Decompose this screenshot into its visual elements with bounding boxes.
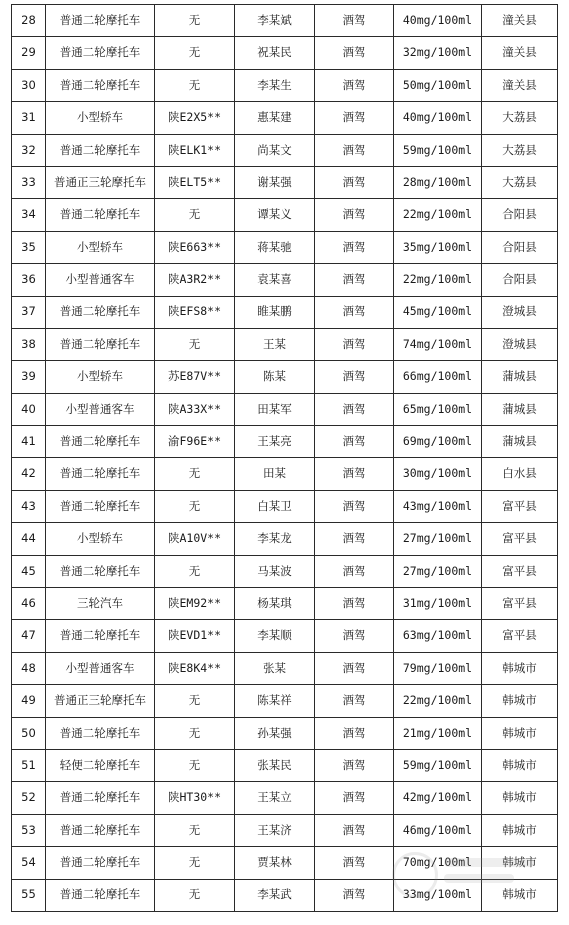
driver-name-cell: 陈某祥 (235, 685, 315, 717)
alcohol-level-cell: 21mg/100ml (394, 717, 482, 749)
county-cell: 合阳县 (482, 264, 558, 296)
offense-cell: 酒驾 (315, 588, 394, 620)
row-number: 48 (12, 652, 46, 684)
alcohol-level-cell: 66mg/100ml (394, 361, 482, 393)
alcohol-level-cell: 32mg/100ml (394, 37, 482, 69)
plate-number-cell: 无 (155, 5, 235, 37)
driver-name-cell: 袁某喜 (235, 264, 315, 296)
table-row (12, 166, 558, 198)
county-cell: 合阳县 (482, 231, 558, 263)
row-number: 30 (12, 69, 46, 101)
driver-name-cell: 王某济 (235, 814, 315, 846)
plate-number-cell: 渝F96E** (155, 426, 235, 458)
driver-name-cell: 祝某民 (235, 37, 315, 69)
row-number: 55 (12, 879, 46, 911)
driver-name-cell: 李某龙 (235, 523, 315, 555)
offense-cell: 酒驾 (315, 166, 394, 198)
row-number: 35 (12, 231, 46, 263)
plate-number-cell: 陕A10V** (155, 523, 235, 555)
county-cell: 蒲城县 (482, 361, 558, 393)
alcohol-level-cell: 74mg/100ml (394, 328, 482, 360)
driver-name-cell: 王某立 (235, 782, 315, 814)
table-row (12, 458, 558, 490)
offense-cell: 酒驾 (315, 5, 394, 37)
offense-cell: 酒驾 (315, 426, 394, 458)
vehicle-type-cell: 小型普通客车 (46, 652, 155, 684)
driver-name-cell: 张某 (235, 652, 315, 684)
driver-name-cell: 贾某林 (235, 847, 315, 879)
vehicle-type-cell: 轻便二轮摩托车 (46, 749, 155, 781)
table-row (12, 652, 558, 684)
vehicle-type-cell: 普通二轮摩托车 (46, 814, 155, 846)
vehicle-type-cell: 普通二轮摩托车 (46, 5, 155, 37)
driver-name-cell: 陈某 (235, 361, 315, 393)
alcohol-level-cell: 59mg/100ml (394, 134, 482, 166)
county-cell: 韩城市 (482, 652, 558, 684)
table-row (12, 749, 558, 781)
plate-number-cell: 无 (155, 847, 235, 879)
alcohol-level-cell: 33mg/100ml (394, 879, 482, 911)
driver-name-cell: 孙某强 (235, 717, 315, 749)
table-row (12, 393, 558, 425)
alcohol-level-cell: 40mg/100ml (394, 5, 482, 37)
vehicle-type-cell: 普通二轮摩托车 (46, 782, 155, 814)
offense-cell: 酒驾 (315, 555, 394, 587)
table-row (12, 37, 558, 69)
table-row (12, 102, 558, 134)
plate-number-cell: 陕E2X5** (155, 102, 235, 134)
county-cell: 富平县 (482, 620, 558, 652)
offense-cell: 酒驾 (315, 296, 394, 328)
plate-number-cell: 无 (155, 814, 235, 846)
row-number: 52 (12, 782, 46, 814)
vehicle-type-cell: 普通二轮摩托车 (46, 328, 155, 360)
table-row (12, 588, 558, 620)
vehicle-type-cell: 普通二轮摩托车 (46, 37, 155, 69)
offense-cell: 酒驾 (315, 102, 394, 134)
alcohol-level-cell: 27mg/100ml (394, 555, 482, 587)
driver-name-cell: 李某生 (235, 69, 315, 101)
plate-number-cell: 陕EM92** (155, 588, 235, 620)
county-cell: 潼关县 (482, 37, 558, 69)
county-cell: 韩城市 (482, 879, 558, 911)
county-cell: 大荔县 (482, 134, 558, 166)
row-number: 31 (12, 102, 46, 134)
driver-name-cell: 王某亮 (235, 426, 315, 458)
alcohol-level-cell: 35mg/100ml (394, 231, 482, 263)
plate-number-cell: 无 (155, 749, 235, 781)
vehicle-type-cell: 普通二轮摩托车 (46, 296, 155, 328)
plate-number-cell: 无 (155, 328, 235, 360)
county-cell: 韩城市 (482, 847, 558, 879)
offense-cell: 酒驾 (315, 523, 394, 555)
driver-name-cell: 马某波 (235, 555, 315, 587)
table-row (12, 296, 558, 328)
plate-number-cell: 陕E663** (155, 231, 235, 263)
offense-cell: 酒驾 (315, 69, 394, 101)
table-row (12, 134, 558, 166)
offense-cell: 酒驾 (315, 361, 394, 393)
offense-cell: 酒驾 (315, 685, 394, 717)
plate-number-cell: 无 (155, 69, 235, 101)
alcohol-level-cell: 31mg/100ml (394, 588, 482, 620)
county-cell: 澄城县 (482, 296, 558, 328)
vehicle-type-cell: 普通二轮摩托车 (46, 426, 155, 458)
vehicle-type-cell: 小型轿车 (46, 523, 155, 555)
offense-cell: 酒驾 (315, 652, 394, 684)
table-row (12, 426, 558, 458)
row-number: 45 (12, 555, 46, 587)
alcohol-level-cell: 22mg/100ml (394, 199, 482, 231)
driver-name-cell: 惠某建 (235, 102, 315, 134)
row-number: 39 (12, 361, 46, 393)
row-number: 42 (12, 458, 46, 490)
violation-record-table (11, 4, 558, 912)
driver-name-cell: 杨某琪 (235, 588, 315, 620)
county-cell: 潼关县 (482, 5, 558, 37)
county-cell: 潼关县 (482, 69, 558, 101)
plate-number-cell: 无 (155, 685, 235, 717)
vehicle-type-cell: 普通二轮摩托车 (46, 199, 155, 231)
plate-number-cell: 无 (155, 37, 235, 69)
offense-cell: 酒驾 (315, 490, 394, 522)
row-number: 46 (12, 588, 46, 620)
alcohol-level-cell: 28mg/100ml (394, 166, 482, 198)
driver-name-cell: 睢某鹏 (235, 296, 315, 328)
table-row (12, 199, 558, 231)
row-number: 47 (12, 620, 46, 652)
county-cell: 澄城县 (482, 328, 558, 360)
table-row (12, 5, 558, 37)
offense-cell: 酒驾 (315, 328, 394, 360)
alcohol-level-cell: 40mg/100ml (394, 102, 482, 134)
alcohol-level-cell: 65mg/100ml (394, 393, 482, 425)
table-row (12, 490, 558, 522)
table-row (12, 782, 558, 814)
table-row (12, 847, 558, 879)
vehicle-type-cell: 普通二轮摩托车 (46, 458, 155, 490)
driver-name-cell: 谢某强 (235, 166, 315, 198)
table-row (12, 231, 558, 263)
county-cell: 富平县 (482, 555, 558, 587)
offense-cell: 酒驾 (315, 814, 394, 846)
vehicle-type-cell: 小型普通客车 (46, 264, 155, 296)
plate-number-cell: 无 (155, 879, 235, 911)
driver-name-cell: 李某斌 (235, 5, 315, 37)
table-row (12, 264, 558, 296)
alcohol-level-cell: 22mg/100ml (394, 685, 482, 717)
county-cell: 蒲城县 (482, 426, 558, 458)
county-cell: 大荔县 (482, 166, 558, 198)
offense-cell: 酒驾 (315, 37, 394, 69)
driver-name-cell: 李某顺 (235, 620, 315, 652)
county-cell: 富平县 (482, 588, 558, 620)
offense-cell: 酒驾 (315, 879, 394, 911)
plate-number-cell: 陕E8K4** (155, 652, 235, 684)
offense-cell: 酒驾 (315, 231, 394, 263)
row-number: 28 (12, 5, 46, 37)
table-row (12, 328, 558, 360)
table-row (12, 555, 558, 587)
driver-name-cell: 李某武 (235, 879, 315, 911)
vehicle-type-cell: 普通二轮摩托车 (46, 69, 155, 101)
table-body (12, 5, 558, 912)
county-cell: 富平县 (482, 523, 558, 555)
driver-name-cell: 谭某义 (235, 199, 315, 231)
alcohol-level-cell: 22mg/100ml (394, 264, 482, 296)
driver-name-cell: 张某民 (235, 749, 315, 781)
offense-cell: 酒驾 (315, 782, 394, 814)
plate-number-cell: 无 (155, 717, 235, 749)
row-number: 32 (12, 134, 46, 166)
county-cell: 韩城市 (482, 717, 558, 749)
alcohol-level-cell: 70mg/100ml (394, 847, 482, 879)
row-number: 36 (12, 264, 46, 296)
alcohol-level-cell: 43mg/100ml (394, 490, 482, 522)
county-cell: 蒲城县 (482, 393, 558, 425)
plate-number-cell: 无 (155, 490, 235, 522)
offense-cell: 酒驾 (315, 749, 394, 781)
alcohol-level-cell: 27mg/100ml (394, 523, 482, 555)
offense-cell: 酒驾 (315, 717, 394, 749)
vehicle-type-cell: 普通二轮摩托车 (46, 490, 155, 522)
vehicle-type-cell: 小型普通客车 (46, 393, 155, 425)
offense-cell: 酒驾 (315, 847, 394, 879)
vehicle-type-cell: 普通二轮摩托车 (46, 134, 155, 166)
row-number: 43 (12, 490, 46, 522)
vehicle-type-cell: 普通二轮摩托车 (46, 847, 155, 879)
county-cell: 富平县 (482, 490, 558, 522)
alcohol-level-cell: 50mg/100ml (394, 69, 482, 101)
table-row (12, 620, 558, 652)
county-cell: 韩城市 (482, 782, 558, 814)
vehicle-type-cell: 普通正三轮摩托车 (46, 685, 155, 717)
plate-number-cell: 陕A33X** (155, 393, 235, 425)
offense-cell: 酒驾 (315, 620, 394, 652)
plate-number-cell: 陕A3R2** (155, 264, 235, 296)
offense-cell: 酒驾 (315, 264, 394, 296)
offense-cell: 酒驾 (315, 134, 394, 166)
alcohol-level-cell: 59mg/100ml (394, 749, 482, 781)
alcohol-level-cell: 42mg/100ml (394, 782, 482, 814)
plate-number-cell: 陕EFS8** (155, 296, 235, 328)
row-number: 37 (12, 296, 46, 328)
row-number: 40 (12, 393, 46, 425)
table-row (12, 879, 558, 911)
county-cell: 韩城市 (482, 814, 558, 846)
plate-number-cell: 陕EVD1** (155, 620, 235, 652)
row-number: 51 (12, 749, 46, 781)
driver-name-cell: 田某 (235, 458, 315, 490)
row-number: 41 (12, 426, 46, 458)
county-cell: 大荔县 (482, 102, 558, 134)
vehicle-type-cell: 小型轿车 (46, 102, 155, 134)
plate-number-cell: 陕ELT5** (155, 166, 235, 198)
driver-name-cell: 白某卫 (235, 490, 315, 522)
vehicle-type-cell: 小型轿车 (46, 361, 155, 393)
row-number: 34 (12, 199, 46, 231)
alcohol-level-cell: 46mg/100ml (394, 814, 482, 846)
vehicle-type-cell: 普通二轮摩托车 (46, 555, 155, 587)
table-row (12, 814, 558, 846)
driver-name-cell: 王某 (235, 328, 315, 360)
driver-name-cell: 田某军 (235, 393, 315, 425)
driver-name-cell: 蒋某驰 (235, 231, 315, 263)
row-number: 33 (12, 166, 46, 198)
alcohol-level-cell: 79mg/100ml (394, 652, 482, 684)
vehicle-type-cell: 三轮汽车 (46, 588, 155, 620)
row-number: 49 (12, 685, 46, 717)
offense-cell: 酒驾 (315, 393, 394, 425)
table-row (12, 717, 558, 749)
vehicle-type-cell: 普通二轮摩托车 (46, 717, 155, 749)
county-cell: 韩城市 (482, 749, 558, 781)
vehicle-type-cell: 小型轿车 (46, 231, 155, 263)
table-row (12, 361, 558, 393)
plate-number-cell: 无 (155, 555, 235, 587)
county-cell: 韩城市 (482, 685, 558, 717)
plate-number-cell: 陕HT30** (155, 782, 235, 814)
plate-number-cell: 无 (155, 458, 235, 490)
offense-cell: 酒驾 (315, 458, 394, 490)
plate-number-cell: 苏E87V** (155, 361, 235, 393)
row-number: 54 (12, 847, 46, 879)
driver-name-cell: 尚某文 (235, 134, 315, 166)
row-number: 38 (12, 328, 46, 360)
offense-cell: 酒驾 (315, 199, 394, 231)
alcohol-level-cell: 69mg/100ml (394, 426, 482, 458)
alcohol-level-cell: 63mg/100ml (394, 620, 482, 652)
vehicle-type-cell: 普通二轮摩托车 (46, 620, 155, 652)
row-number: 53 (12, 814, 46, 846)
table-row (12, 69, 558, 101)
table-row (12, 685, 558, 717)
plate-number-cell: 无 (155, 199, 235, 231)
plate-number-cell: 陕ELK1** (155, 134, 235, 166)
row-number: 29 (12, 37, 46, 69)
alcohol-level-cell: 45mg/100ml (394, 296, 482, 328)
vehicle-type-cell: 普通二轮摩托车 (46, 879, 155, 911)
row-number: 50 (12, 717, 46, 749)
vehicle-type-cell: 普通正三轮摩托车 (46, 166, 155, 198)
county-cell: 白水县 (482, 458, 558, 490)
county-cell: 合阳县 (482, 199, 558, 231)
table-row (12, 523, 558, 555)
row-number: 44 (12, 523, 46, 555)
alcohol-level-cell: 30mg/100ml (394, 458, 482, 490)
